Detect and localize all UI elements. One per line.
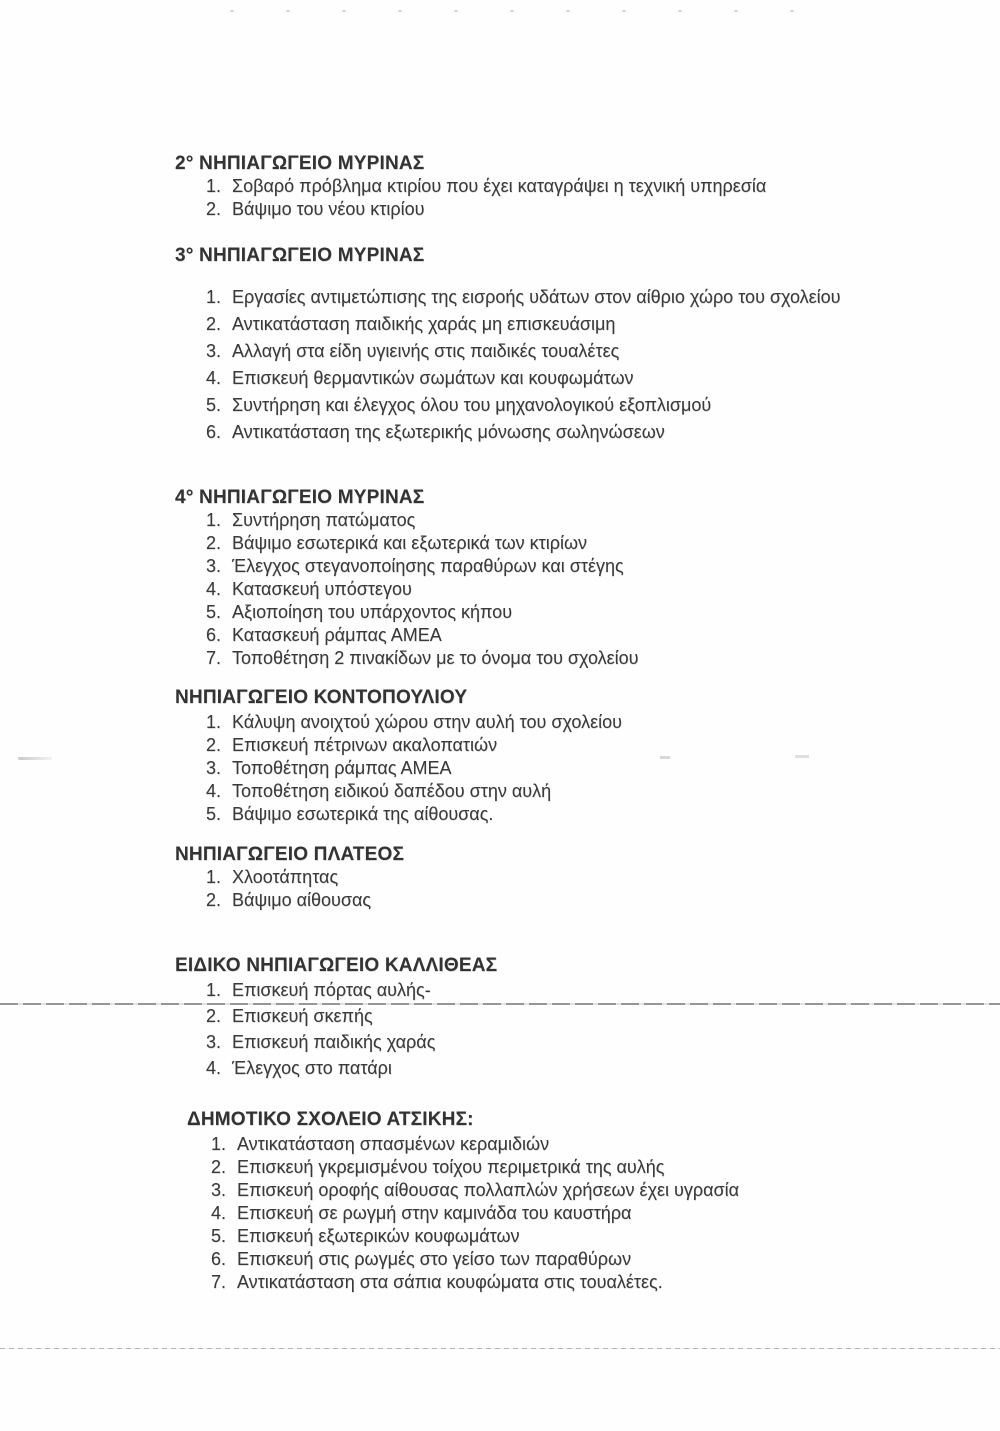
item-text: Συντήρηση και έλεγχος όλου του μηχανολογικού εξοπλισμού: [232, 395, 712, 415]
item-number: 1.: [206, 176, 222, 196]
list-item: [206, 757, 622, 780]
item-number: 1.: [206, 712, 222, 732]
list-item: [206, 866, 404, 889]
item-text: Αλλαγή στα είδη υγιεινής στις παιδικές τουαλέτες: [232, 341, 620, 361]
list-item: [211, 1156, 739, 1179]
item-number: 6.: [211, 1249, 227, 1269]
item-text: Χλοοτάπητας: [232, 867, 339, 887]
list-item: [206, 392, 841, 419]
item-text: Εργασίες αντιμετώπισης της εισροής υδάτων στον αίθριο χώρο του σχολείου: [232, 287, 841, 307]
item-text: Επισκευή πόρτας αυλής-: [232, 980, 431, 1000]
item-text: Βάψιμο εσωτερικά της αίθουσας.: [232, 804, 494, 824]
list-item: [206, 365, 841, 392]
section-title: ΔΗΜΟΤΙΚΟ ΣΧΟΛΕΙΟ ΑΤΣΙΚΗΣ:: [187, 1109, 474, 1130]
item-text: Κατασκευή ράμπας ΑΜΕΑ: [232, 625, 442, 645]
section-title: 2° ΝΗΠΙΑΓΩΓΕΙΟ ΜΥΡΙΝΑΣ: [175, 153, 425, 174]
section-list: [175, 866, 404, 912]
item-number: 4.: [206, 368, 222, 388]
scan-artifact-speck: [795, 755, 809, 758]
list-item: [211, 1202, 739, 1225]
section-list: [175, 175, 766, 221]
item-text: Έλεγχος στο πατάρι: [232, 1058, 392, 1078]
item-text: Αντικατάσταση παιδικής χαράς μη επισκευάσιμη: [232, 314, 616, 334]
section-list: [175, 509, 639, 670]
section-title: ΕΙΔΙΚΟ ΝΗΠΙΑΓΩΓΕΙΟ ΚΑΛΛΙΘΕΑΣ: [175, 955, 498, 976]
list-item: [206, 509, 639, 532]
item-number: 1.: [206, 510, 222, 530]
list-item: [211, 1271, 739, 1294]
item-number: 3.: [206, 341, 222, 361]
item-text: Επισκευή σε ρωγμή στην καμινάδα του καυστήρα: [237, 1203, 632, 1223]
item-number: 2.: [206, 890, 222, 910]
item-text: Επισκευή γκρεμισμένου τοίχου περιμετρικά της αυλής: [237, 1157, 665, 1177]
sec-dimotiko-scholeio-atsikis: [187, 1108, 739, 1294]
list-item: [206, 175, 766, 198]
section-title: 4° ΝΗΠΙΑΓΩΓΕΙΟ ΜΥΡΙΝΑΣ: [175, 487, 425, 508]
item-text: Έλεγχος στεγανοποίησης παραθύρων και στέγης: [232, 556, 624, 576]
item-number: 4.: [211, 1203, 227, 1223]
item-text: Επισκευή θερμαντικών σωμάτων και κουφωμάτων: [232, 368, 634, 388]
item-text: Επισκευή πέτρινων ακαλοπατιών: [232, 735, 498, 755]
item-number: 1.: [211, 1134, 227, 1154]
item-text: Αντικατάσταση της εξωτερικής μόνωσης σωληνώσεων: [232, 422, 665, 442]
item-text: Σοβαρό πρόβλημα κτιρίου που έχει καταγράψει η τεχνική υπηρεσία: [232, 176, 767, 196]
item-number: 1.: [206, 867, 222, 887]
item-text: Συντήρηση πατώματος: [232, 510, 416, 530]
list-item: [206, 578, 639, 601]
scan-artifact-top-dots: [230, 10, 830, 12]
list-item: [206, 198, 766, 221]
item-text: Επισκευή στις ρωγμές στο γείσο των παραθύρων: [237, 1249, 632, 1269]
list-item: [206, 311, 841, 338]
item-number: 5.: [211, 1226, 227, 1246]
item-number: 6.: [206, 625, 222, 645]
list-item: [206, 1055, 497, 1081]
list-item: [206, 601, 639, 624]
list-item: [211, 1133, 739, 1156]
item-text: Επισκευή οροφής αίθουσας πολλαπλών χρήσεων έχει υγρασία: [237, 1180, 740, 1200]
list-item: [206, 977, 497, 1003]
item-text: Τοποθέτηση 2 πινακίδων με το όνομα του σχολείου: [232, 648, 639, 668]
section-title: 3° ΝΗΠΙΑΓΩΓΕΙΟ ΜΥΡΙΝΑΣ: [175, 245, 425, 266]
scan-artifact-horizontal-line: [0, 1348, 1000, 1349]
item-number: 4.: [206, 1058, 222, 1078]
item-text: Αξιοποίηση του υπάρχοντος κήπου: [232, 602, 513, 622]
list-item: [206, 624, 639, 647]
list-item: [206, 1003, 497, 1029]
scan-artifact-left-mark: [18, 757, 52, 760]
item-number: 5.: [206, 395, 222, 415]
sec-4o-nipiagogeio-myrinas: [175, 486, 639, 670]
item-number: 5.: [206, 804, 222, 824]
list-item: [206, 711, 622, 734]
item-number: 2.: [211, 1157, 227, 1177]
item-number: 2.: [206, 199, 222, 219]
item-number: 7.: [211, 1272, 227, 1292]
item-number: 3.: [206, 556, 222, 576]
item-number: 7.: [206, 648, 222, 668]
item-text: Αντικατάσταση στα σάπια κουφώματα στις τουαλέτες.: [237, 1272, 663, 1292]
item-number: 2.: [206, 314, 222, 334]
section-list: [175, 977, 497, 1081]
sec-2o-nipiagogeio-myrinas: [175, 152, 766, 221]
item-text: Επισκευή σκεπής: [232, 1006, 373, 1026]
list-item: [206, 734, 622, 757]
list-item: [206, 338, 841, 365]
section-list: [175, 711, 622, 826]
list-item: [206, 419, 841, 446]
list-item: [211, 1179, 739, 1202]
item-number: 2.: [206, 533, 222, 553]
section-title: ΝΗΠΙΑΓΩΓΕΙΟ ΠΛΑΤΕΟΣ: [175, 844, 405, 865]
item-text: Βάψιμο αίθουσας: [232, 890, 372, 910]
list-item: [206, 555, 639, 578]
item-number: 3.: [206, 758, 222, 778]
item-text: Βάψιμο του νέου κτιρίου: [232, 199, 425, 219]
item-text: Βάψιμο εσωτερικά και εξωτερικά των κτιρίων: [232, 533, 588, 553]
list-item: [206, 284, 841, 311]
list-item: [206, 647, 639, 670]
section-list: [187, 1133, 739, 1294]
section-list: [175, 284, 841, 446]
scan-artifact-speck: [660, 756, 670, 759]
item-number: 4.: [206, 781, 222, 801]
sec-nipiagogeio-plateos: [175, 843, 404, 912]
item-number: 3.: [206, 1032, 222, 1052]
list-item: [206, 889, 404, 912]
item-number: 5.: [206, 602, 222, 622]
list-item: [211, 1225, 739, 1248]
sec-nipiagogeio-kontopouliou: [175, 686, 622, 826]
item-number: 2.: [206, 1006, 222, 1026]
item-number: 4.: [206, 579, 222, 599]
list-item: [211, 1248, 739, 1271]
item-text: Κατασκευή υπόστεγου: [232, 579, 412, 599]
section-title: ΝΗΠΙΑΓΩΓΕΙΟ ΚΟΝΤΟΠΟΥΛΙΟΥ: [175, 687, 468, 708]
item-text: Επισκευή εξωτερικών κουφωμάτων: [237, 1226, 520, 1246]
item-number: 6.: [206, 422, 222, 442]
sec-3o-nipiagogeio-myrinas: [175, 244, 841, 446]
item-number: 3.: [211, 1180, 227, 1200]
scan-artifact-horizontal-line: [0, 1003, 1000, 1005]
item-text: Κάλυψη ανοιχτού χώρου στην αυλή του σχολείου: [232, 712, 622, 732]
item-text: Τοποθέτηση ειδικού δαπέδου στην αυλή: [232, 781, 552, 801]
list-item: [206, 803, 622, 826]
item-text: Επισκευή παιδικής χαράς: [232, 1032, 436, 1052]
item-text: Τοποθέτηση ράμπας ΑΜΕΑ: [232, 758, 452, 778]
item-text: Αντικατάσταση σπασμένων κεραμιδιών: [237, 1134, 550, 1154]
item-number: 1.: [206, 287, 222, 307]
sec-eidiko-nipiagogeio-kallitheas: [175, 954, 497, 1081]
item-number: 2.: [206, 735, 222, 755]
list-item: [206, 780, 622, 803]
list-item: [206, 532, 639, 555]
list-item: [206, 1029, 497, 1055]
item-number: 1.: [206, 980, 222, 1000]
